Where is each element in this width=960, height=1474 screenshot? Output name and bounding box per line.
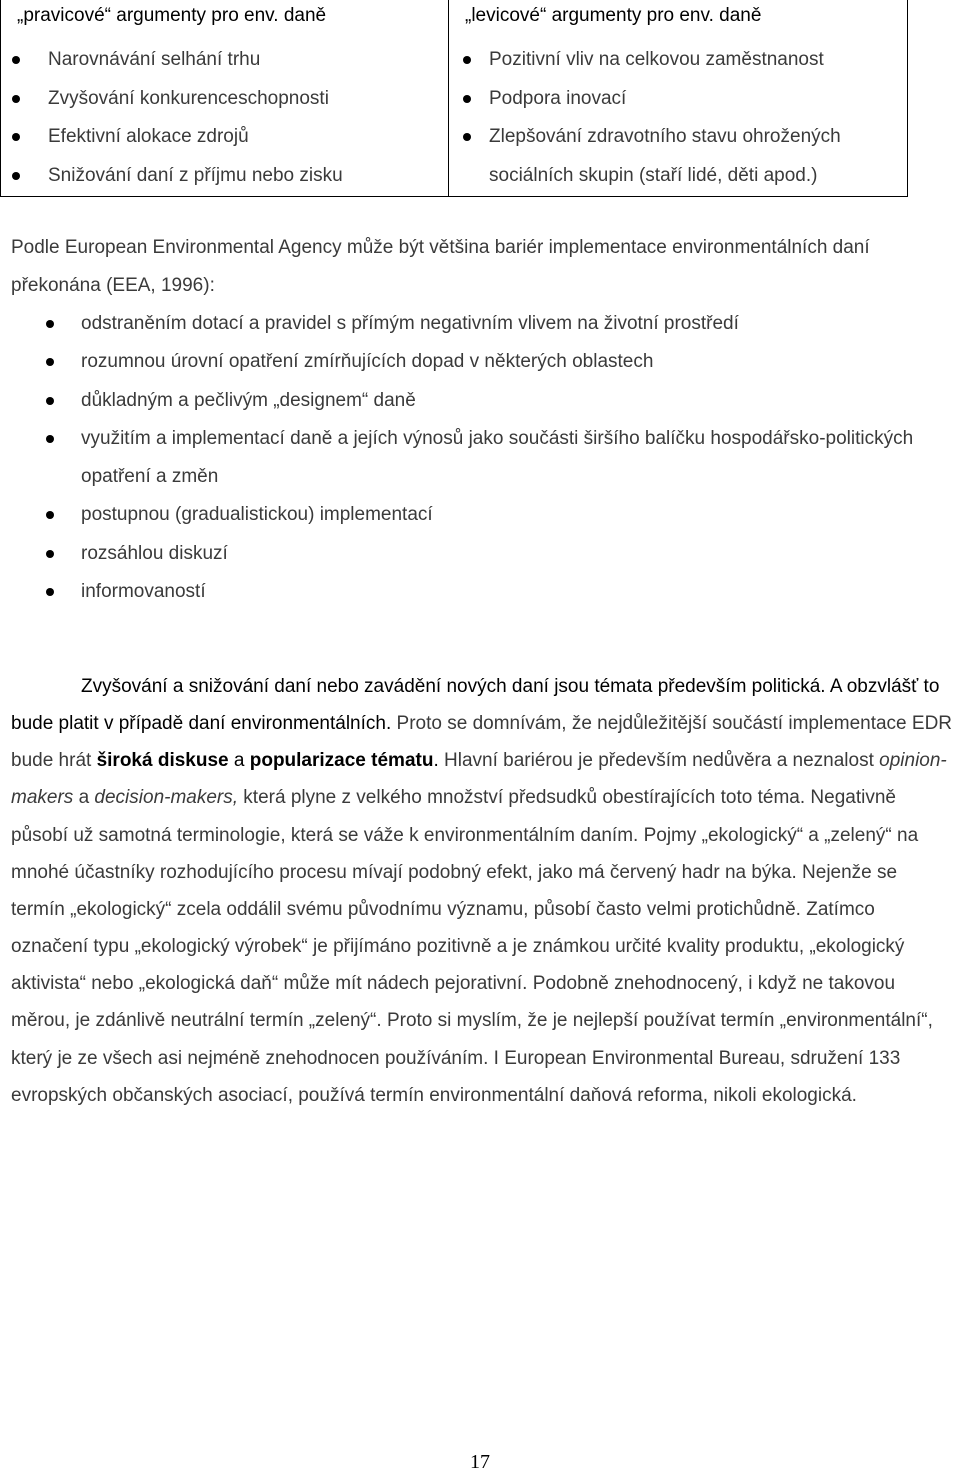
body-paragraph xyxy=(11,668,956,1114)
left-wing-arguments-column xyxy=(449,0,907,196)
bullet-icon xyxy=(463,95,471,103)
right-wing-arguments-list xyxy=(1,41,343,195)
paragraph-sentence: Negativně působí už samotná terminologie, která se váže k environmentálním daním. Pojmy „ekologický“ a „zelený“ na mnohé účastníky rozhodujícího procesu mívají podobný efekt, jako má červený hadr na býka. Nejenže se termín „ekologický“ zcela oddálil svému původnímu významu, působí často velmi protichůdně. Zatímco označení typu „ekologický výrobek“ je přijímáno pozitivně a je známkou určité kvality produktu, „ekologický aktivista“ nebo „ekologická daň“ může mít nádech pejorativní. Podobně znehodnocený, i když ne takovou měrou, je zdánlivě neutrální termín „zelený“. Proto si myslím, že je nejlepší používat termín „environmentální“, který je ze všech asi nejméně znehodnocen používáním. I European Environmental Bureau, sdružení 133 evropských občanských asociací, používá termín environmentální daňová reforma, nikoli ekologická. xyxy=(11,787,933,1106)
bullet-icon xyxy=(46,550,54,558)
paragraph-sentence: . xyxy=(433,750,439,772)
paragraph-sentence: a xyxy=(228,750,250,772)
list-item: postupnou (gradualistickou) implementací xyxy=(0,496,940,534)
list-item: Snižování daní z příjmu nebo zisku xyxy=(1,157,343,196)
paragraph-sentence: která plyne z velkého množství předsudků obestírajících toto téma. xyxy=(238,787,806,809)
list-item: Efektivní alokace zdrojů xyxy=(1,118,343,157)
right-wing-arguments-header: „pravicové“ argumenty pro env. daně xyxy=(17,5,327,26)
page-number: 17 xyxy=(470,1451,490,1473)
bullet-icon xyxy=(46,435,54,443)
bullet-icon xyxy=(12,133,20,141)
list-item: důkladným a pečlivým „designem“ daně xyxy=(0,382,940,420)
paragraph-sentence: Zvyšování a snižování daní nebo zavádění nových daní jsou témata především politická. A obzvlášť to bude platit v případě daní environmentálních. xyxy=(11,676,940,735)
list-item: informovaností xyxy=(0,573,940,611)
eea-intro: Podle European Environmental Agency může být většina bariér implementace environmentálních daní překonána (EEA, 1996): xyxy=(11,237,870,296)
emphasis-italic: opinion-makers xyxy=(11,750,947,809)
eea-barrier-list xyxy=(0,305,940,611)
right-wing-arguments-column xyxy=(1,0,449,196)
list-item: rozsáhlou diskuzí xyxy=(0,535,940,573)
emphasis-italic: decision-makers, xyxy=(94,787,239,809)
list-item: rozumnou úrovní opatření zmírňujících dopad v některých oblastech xyxy=(0,343,940,381)
list-item: odstraněním dotací a pravidel s přímým negativním vlivem na životní prostředí xyxy=(0,305,940,343)
arguments-table xyxy=(0,0,908,197)
list-item: využitím a implementací daně a jejích výnosů jako součásti širšího balíčku hospodářsko-politických opatření a změn xyxy=(0,420,941,497)
bullet-icon xyxy=(12,95,20,103)
paragraph-sentence: Hlavní bariérou je především nedůvěra a neznalost xyxy=(438,750,880,772)
bullet-icon xyxy=(463,56,471,64)
bullet-icon xyxy=(463,133,471,141)
left-wing-arguments-header: „levicové“ argumenty pro env. daně xyxy=(465,5,762,26)
bullet-icon xyxy=(46,511,54,519)
emphasis-bold: popularizace tématu xyxy=(249,750,434,772)
bullet-icon xyxy=(46,358,54,366)
left-wing-arguments-list xyxy=(449,41,909,195)
paragraph-sentence: Proto se domnívám, že nejdůležitější součástí implementace EDR bude hrát xyxy=(11,713,953,772)
bullet-icon xyxy=(46,397,54,405)
paragraph-sentence: a xyxy=(73,787,95,809)
list-item: Zlepšování zdravotního stavu ohrožených sociálních skupin (staří lidé, děti apod.) xyxy=(449,118,909,195)
list-item: Zvyšování konkurenceschopnosti xyxy=(1,80,343,119)
bullet-icon xyxy=(12,172,20,180)
bullet-icon xyxy=(46,588,54,596)
list-item: Podpora inovací xyxy=(449,80,909,119)
list-item: Pozitivní vliv na celkovou zaměstnanost xyxy=(449,41,909,80)
bullet-icon xyxy=(12,56,20,64)
emphasis-bold: široká diskuse xyxy=(96,750,229,772)
list-item: Narovnávání selhání trhu xyxy=(1,41,343,80)
bullet-icon xyxy=(46,320,54,328)
